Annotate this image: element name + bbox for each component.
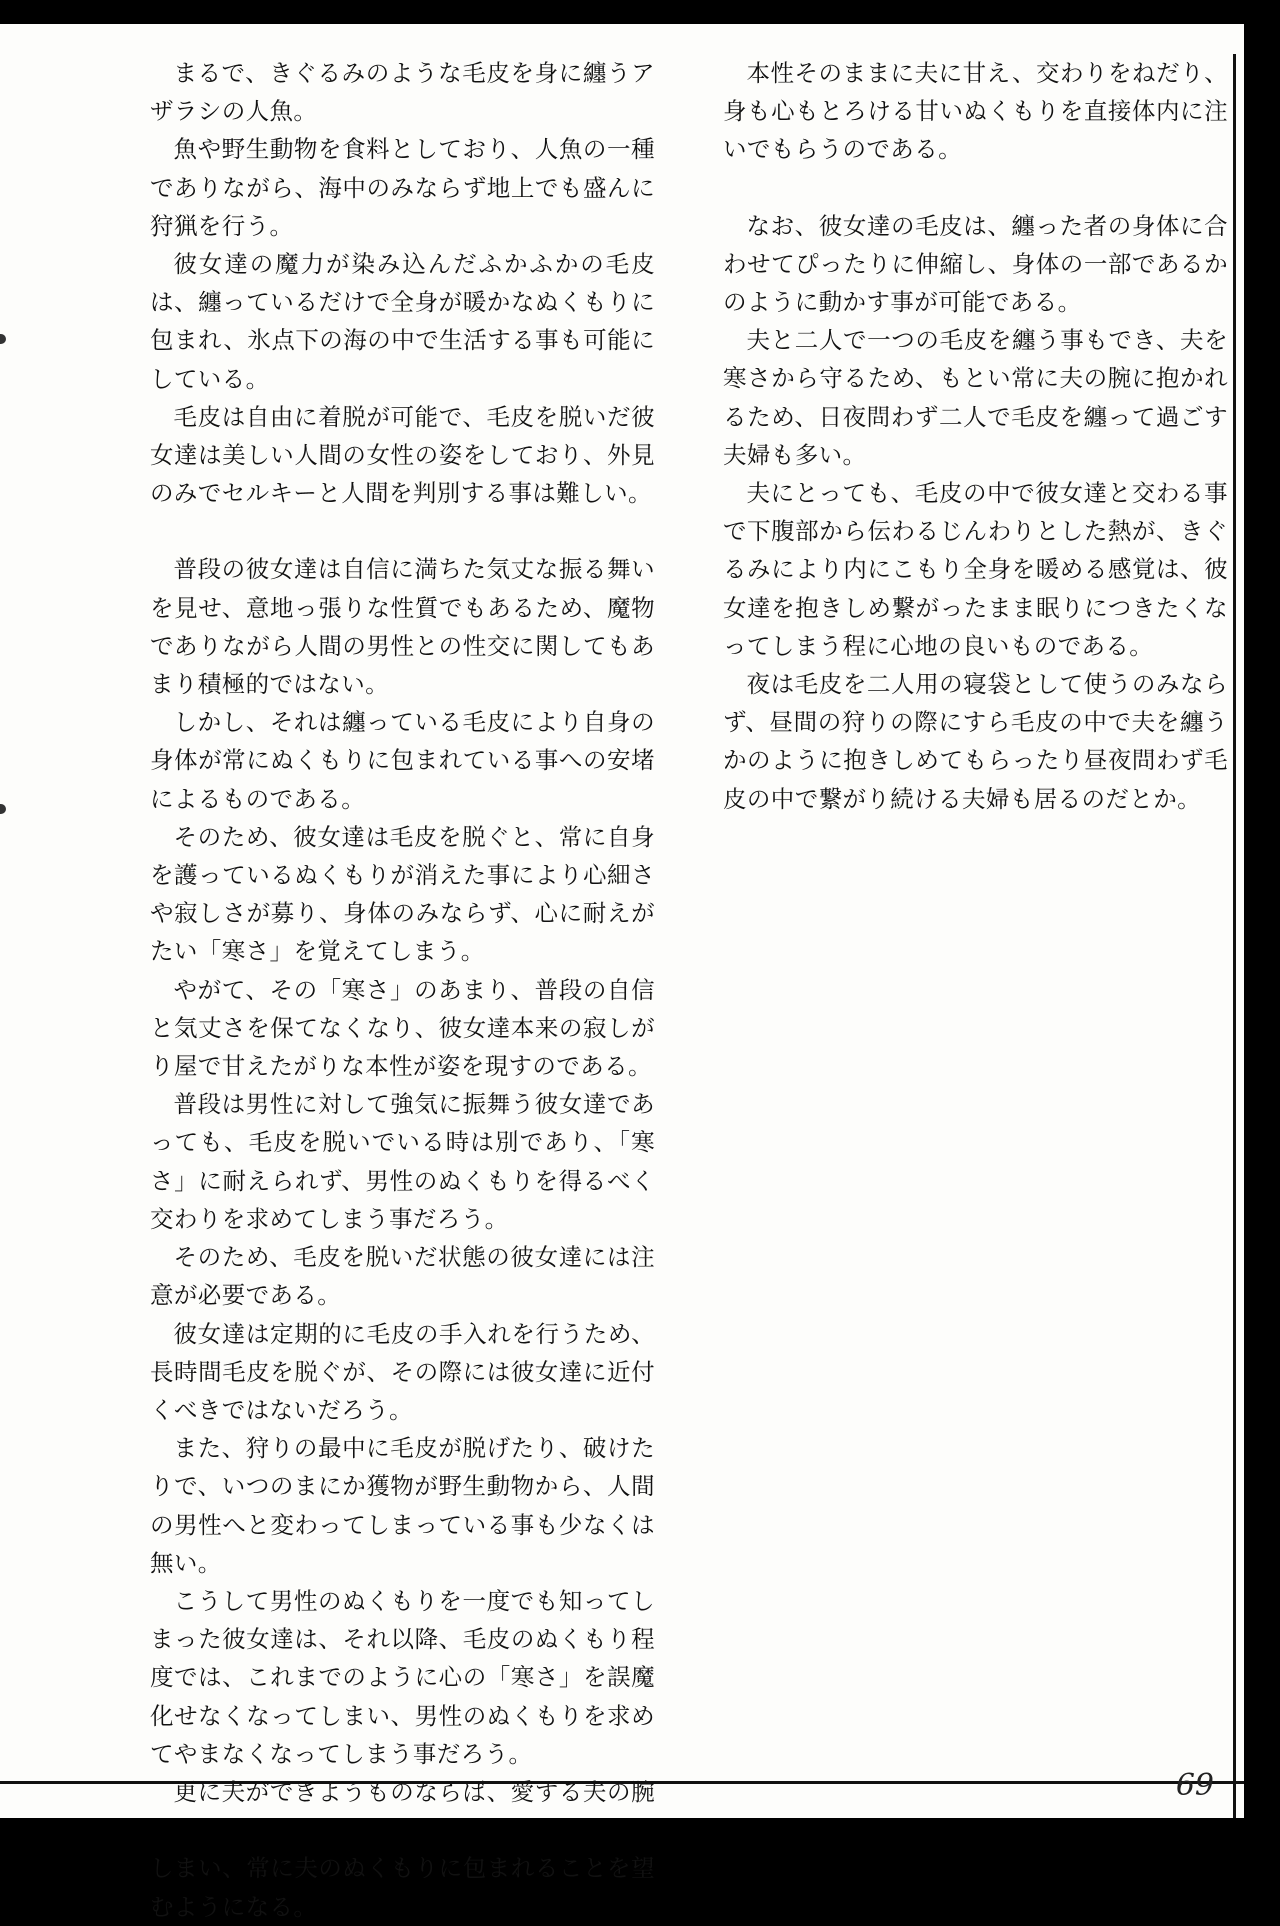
paragraph: 夫と二人で一つの毛皮を纏う事もでき、夫を寒さから守るため、もとい常に夫の腕に抱かれるため、日夜問わず二人で毛皮を纏って過ごす夫婦も多い。	[723, 326, 1228, 469]
paragraph: 夜は毛皮を二人用の寝袋として使うのみならず、昼間の狩りの際にすら毛皮の中で夫を纏うかのように抱きしめてもらったり昼夜問わず毛皮の中で繋がり続ける夫婦も居るのだとか。	[723, 670, 1228, 813]
paragraph: 魚や野生動物を食料としており、人魚の一種でありながら、海中のみならず地上でも盛んに狩猟を行う。	[150, 135, 655, 240]
right-frame-line	[1233, 54, 1236, 1838]
paragraph: 彼女達の魔力が染み込んだふかふかの毛皮は、纏っているだけで全身が暖かなぬくもりに包まれ、氷点下の海の中で生活する事も可能にしている。	[150, 250, 655, 393]
paragraph: 更に夫ができようものならば、愛する夫の腕 しまい、常に夫のぬくもりに包まれることを望むようになる。	[150, 1777, 655, 1921]
paragraph: そのため、彼女達は毛皮を脱ぐと、常に自身を護っているぬくもりが消えた事により心細さや寂しさが募り、身体のみならず、心に耐えがたい「寒さ」を覚えてしまう。	[150, 822, 655, 966]
page-number: 69	[1175, 1768, 1214, 1803]
bottom-border	[0, 1818, 1280, 1844]
paragraph: やがて、その「寒さ」のあまり、普段の自信と気丈さを保てなくなり、彼女達本来の寂しがり屋で甘えたがりな本性が姿を現すのである。	[150, 975, 655, 1081]
paragraph: 彼女達は定期的に毛皮の手入れを行うため、長時間毛皮を脱ぐが、その際には彼女達に近付くべきではないだろう。	[150, 1319, 655, 1424]
paragraph: そのため、毛皮を脱いだ状態の彼女達には注意が必要である。	[150, 1243, 655, 1310]
page	[0, 24, 1262, 1921]
paragraph: また、狩りの最中に毛皮が脱げたり、破けたりで、いつのまにか獲物が野生動物から、人間の男性へと変わってしまっている事も少なくは無い。	[150, 1434, 655, 1577]
paragraph: 本性そのままに夫に甘え、交わりをねだり、身も心もとろける甘いぬくもりを直接体内に注いでもらうのである。	[723, 59, 1228, 164]
paragraph: こうして男性のぬくもりを一度でも知ってしまった彼女達は、それ以降、毛皮のぬくもり程度では、これまでのように心の「寒さ」を誤魔化せなくなってしまい、男性のぬくもりを求めてやまなくなってしまう事だろう。	[150, 1586, 655, 1768]
paragraph: なお、彼女達の毛皮は、纏った者の身体に合わせてぴったりに伸縮し、身体の一部であるかのように動かす事が可能である。	[723, 211, 1228, 317]
margin-mark	[0, 804, 6, 814]
right-border	[1244, 24, 1262, 1818]
paragraph: しかし、それは纏っている毛皮により自身の身体が常にぬくもりに包まれている事への安堵によるものである。	[150, 708, 655, 813]
right-column	[723, 54, 1228, 818]
top-border	[0, 0, 1280, 24]
paragraph: 毛皮は自由に着脱が可能で、毛皮を脱いだ彼女達は美しい人間の女性の姿をしており、外見のみでセルキーと人間を判別する事は難しい。	[150, 402, 655, 508]
paragraph: 夫にとっても、毛皮の中で彼女達と交わる事で下腹部から伝わるじんわりとした熱が、きぐるみにより内にこもり全身を暖める感覚は、彼女達を抱きしめ繋がったまま眠りにつきたくなってしまう程に心地の良いものである。	[723, 479, 1228, 660]
paragraph: 普段の彼女達は自信に満ちた気丈な振る舞いを見せ、意地っ張りな性質でもあるため、魔物でありながら人間の男性との性交に関してもあまり積極的ではない。	[150, 555, 655, 699]
left-column	[150, 54, 655, 1926]
margin-mark	[0, 334, 6, 344]
paragraph: まるで、きぐるみのような毛皮を身に纏うアザラシの人魚。	[150, 59, 655, 126]
paragraph-gap	[723, 169, 1228, 207]
paragraph-gap	[150, 512, 655, 550]
paragraph: 普段は男性に対して強気に振舞う彼女達であっても、毛皮を脱いでいる時は別であり、「寒さ」に耐えられず、男性のぬくもりを得るべく交わりを求めてしまう事だろう。	[150, 1090, 655, 1233]
